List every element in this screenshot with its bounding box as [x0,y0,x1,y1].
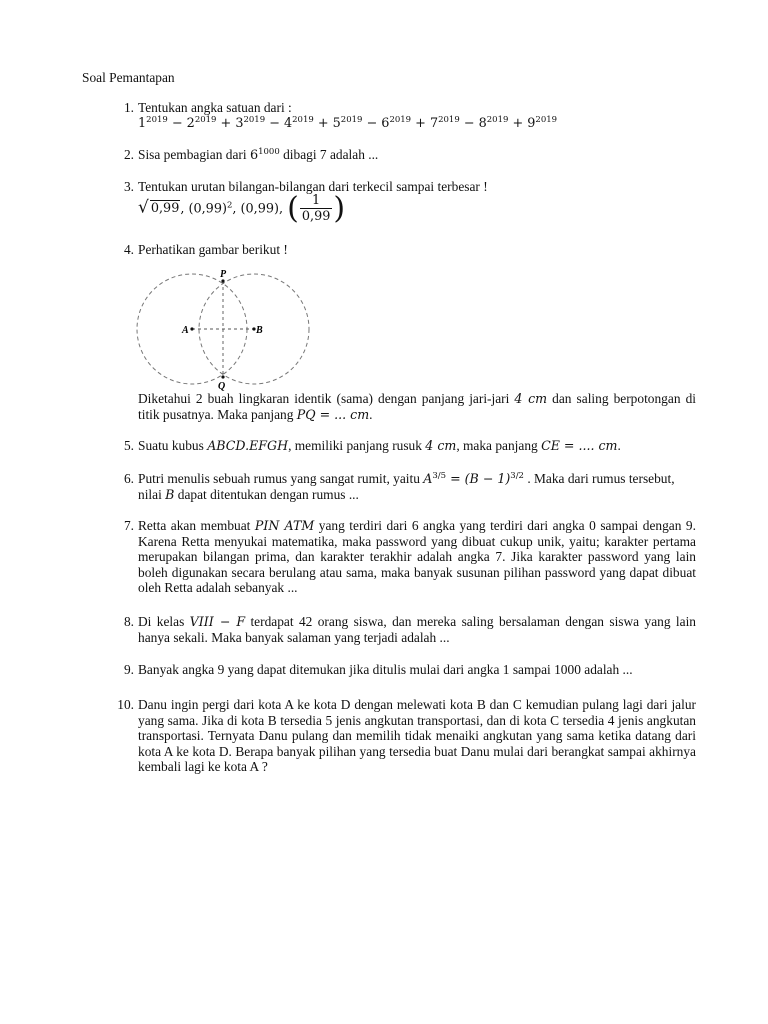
question-7 [123,518,696,596]
question-number: 4. [123,242,134,257]
power-base: 4 [283,115,293,131]
operator: + [313,115,333,131]
question-number: 6. [123,471,134,486]
text: , maka panjang [456,438,542,453]
power-exponent: 2019 [486,114,509,125]
left-paren: ( [287,190,299,226]
label-b: B [256,325,263,336]
power-exponent: 2019 [146,114,168,125]
math-b-expr: = (B − 1) [446,471,511,486]
power-exponent: 2019 [340,114,363,125]
number-list-expression [138,190,696,226]
operator: + [508,115,528,131]
question-number: 8. [123,614,134,629]
question-4-body [138,391,696,422]
power-base: 6 [249,148,259,163]
power-base: 1 [138,115,147,131]
question-text: Banyak angka 9 yang dapat ditemukan jika ditulis mulai dari angka 1 sampai 1000 adalah ... [138,662,633,677]
power-sum-expression [138,116,696,132]
power-exponent: 2019 [438,114,460,125]
math-class: VIII − F [189,614,246,629]
power-exponent: 2019 [389,114,412,125]
question-text-post: dibagi 7 adalah ... [279,147,379,162]
question-1 [123,100,696,131]
squared-exponent: 2 [226,200,233,210]
question-number: 9. [123,662,134,677]
right-paren: ) [333,190,346,226]
point-a [190,327,193,330]
operator: − [459,115,479,131]
fraction [300,193,333,225]
question-number: 7. [123,518,134,533]
question-2 [123,147,696,164]
power-base: 8 [478,115,487,131]
math-pin: PIN ATM [254,518,315,533]
operator: − [265,115,284,131]
power-exponent: 2019 [292,114,314,125]
page-title: Soal Pemantapan [82,70,175,85]
text: dan saling berpotongan di titik pusatnya. Maka panjang [138,391,696,422]
power-exponent: 2019 [535,114,558,125]
separator: , [279,201,288,216]
label-a: A [182,325,189,336]
question-text: Perhatikan gambar berikut ! [138,242,288,257]
text: Di kelas [138,614,190,629]
operator: + [411,115,430,131]
point-q [221,375,224,378]
question-9 [123,662,696,678]
power-base: 6 [381,115,390,131]
fraction-numerator: 1 [300,193,333,210]
exponent: 3/5 [432,471,447,481]
math-pq: PQ = ... cm [296,406,370,422]
question-text: Tentukan urutan bilangan-bilangan dari terkecil sampai terbesar ! [138,179,488,194]
power-exponent: 2019 [194,114,217,125]
math-cube: ABCD.EFGH [207,438,289,453]
text: terdapat 42 orang siswa, dan mereka saling bersalaman dengan siswa yang lain hanya sekali. Maka banyak salaman yang terjadi adalah ... [138,614,696,645]
separator: , [180,201,189,216]
math-b: B [165,486,175,502]
power-base: 2 [186,115,195,131]
two-circles-figure [130,266,314,392]
text: Suatu kubus [138,438,208,453]
text: , memiliki panjang rusuk [288,438,426,453]
math-radius: 4 cm [514,391,548,406]
power-base: 3 [235,115,244,131]
power-exponent: 2019 [243,114,266,125]
question-text-pre: Sisa pembagian dari [138,147,250,162]
plain-value: (0,99) [240,201,280,216]
math-edge: 4 cm [425,438,457,453]
separator: , [232,201,241,216]
operator: − [362,115,382,131]
question-number: 10. [117,697,134,712]
label-p: P [220,269,227,280]
question-3 [123,179,696,226]
text: yang terdiri dari 6 angka yang terdiri dari angka 0 sampai dengan 9. Karena Retta menyukai matematika, maka password yang dibuat cukup unik, yaitu; karakter pertama merupakan bilangan prima, dan karakter terakhir adalah angka 7. Jika karakter password yang lain boleh digunakan secara berulang atau sama, maka banyak susunan pilihan password yang dapat dibuat oleh Retta adalah sebanyak ... [138,518,696,595]
radical-sign: √ [138,197,149,217]
text: Diketahui 2 buah lingkaran identik (sama) dengan panjang jari-jari [138,391,515,406]
sqrt-value: 0,99 [150,201,180,216]
squared-value: (0,99) [188,201,227,216]
text: . [369,406,373,422]
power-base: 7 [429,115,439,131]
question-number: 1. [123,100,134,115]
question-text: Tentukan angka satuan dari : [138,100,292,115]
text: Putri menulis sebuah rumus yang sangat rumit, yaitu [138,471,424,486]
question-number: 5. [123,438,134,453]
text: . Maka dari rumus tersebut, nilai [138,471,675,502]
operator: + [216,115,236,131]
operator: − [167,115,187,131]
question-text: Danu ingin pergi dari kota A ke kota D dengan melewati kota B dan C kemudian pulang lagi dari jalur yang sama. Jika di kota B tersedia 5 jenis angkutan transportasi, dan di kota C tersedia 4 jenis angkutan transportasi. Ternyata Danu pulang dan memilih tidak menaiki angkutan yang sama ketika datang dari kota A ke kota D. Berapa banyak pilihan yang tersedia buat Danu mulai dari berangkat sampai akhirnya kembali lagi ke kota A ? [138,697,696,774]
math-ce: CE = .... cm [541,438,618,453]
power-base: 9 [527,115,536,131]
question-8 [123,614,696,645]
question-number: 3. [123,179,134,194]
label-q: Q [218,381,226,392]
question-10 [117,697,696,775]
fraction-denominator: 0,99 [301,209,331,224]
text: . [617,438,621,453]
question-4 [123,242,696,258]
text: dapat ditentukan dengan rumus ... [174,486,359,502]
question-number: 2. [123,147,134,162]
exponent: 3/2 [510,471,524,481]
power-base: 5 [332,115,341,131]
math-a: A [423,471,433,486]
text: Retta akan membuat [138,518,255,533]
question-6 [123,471,696,502]
question-5 [123,438,696,454]
power-exponent: 1000 [258,147,280,157]
